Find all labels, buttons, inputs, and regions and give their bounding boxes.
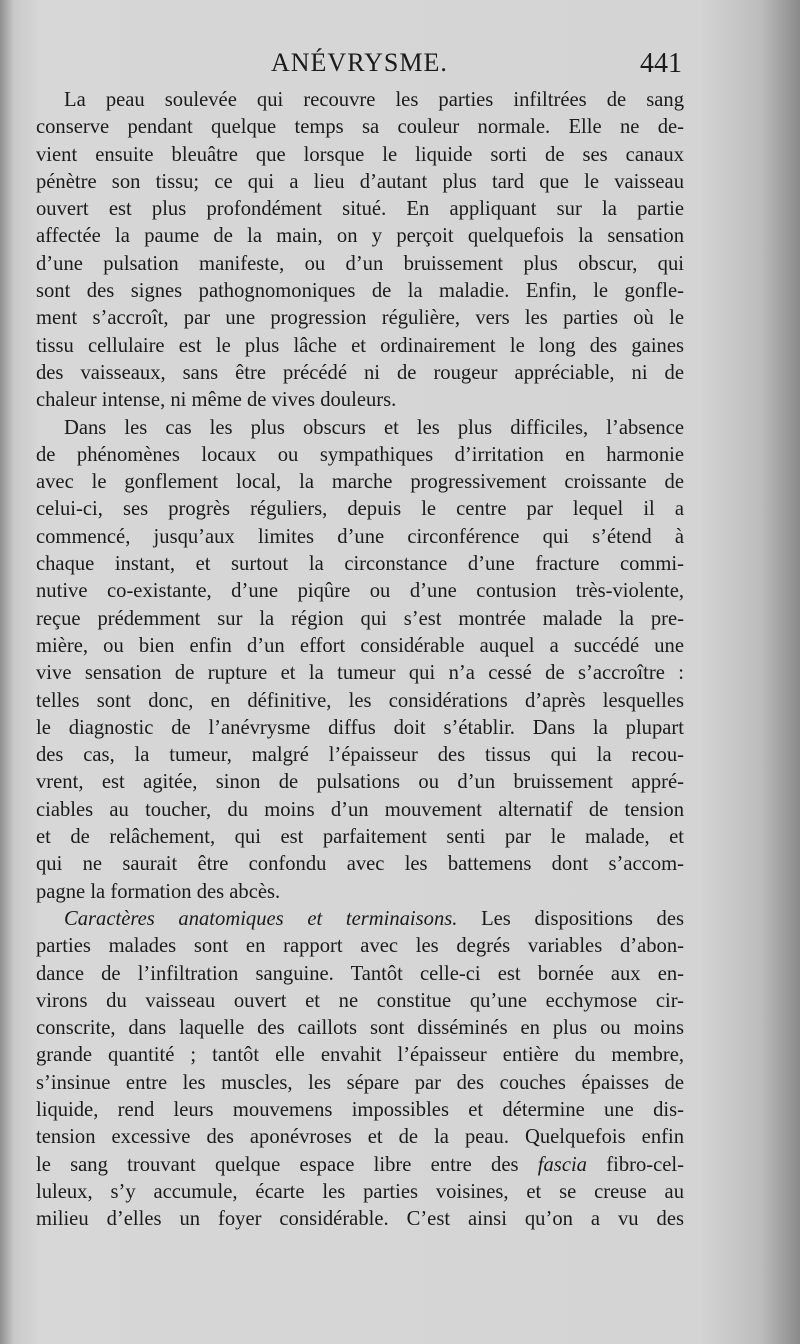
text-line: grande quantité ; tantôt elle envahit l’épaisseur entière du membre, <box>36 1044 684 1067</box>
text-line: d’une pulsation manifeste, ou d’un bruissement plus obscur, qui <box>36 252 684 275</box>
text-line: avec le gonflement local, la marche progressivement croissante de <box>36 471 684 494</box>
text-line: qui ne saurait être confondu avec les battemens dont s’accom- <box>36 853 684 876</box>
text-line: conscrite, dans laquelle des caillots sont disséminés en plus ou moins <box>36 1017 684 1040</box>
text-line: tissu cellulaire est le plus lâche et ordinairement le long des gaines <box>36 334 684 357</box>
text-line: vient ensuite bleuâtre que lorsque le liquide sorti de ses canaux <box>36 143 684 166</box>
text-line: conserve pendant quelque temps sa couleur normale. Elle ne de- <box>36 116 684 139</box>
paragraph-1 <box>36 87 684 415</box>
text-run: fibro-cel- <box>586 1153 684 1176</box>
text-line: nutive co-existante, d’une piqûre ou d’une contusion très-violente, <box>36 580 684 603</box>
text-line: virons du vaisseau ouvert et ne constitue qu’une ecchymose cir- <box>36 989 684 1012</box>
section-heading: Caractères anatomiques et terminaisons. <box>64 907 458 930</box>
text-line: ouvert est plus profondément situé. En appliquant sur la partie <box>36 198 684 221</box>
latin-term: fascia <box>537 1153 587 1176</box>
text-line: liquide, rend leurs mouvemens impossibles et détermine une dis- <box>36 1098 684 1121</box>
text-line: telles sont donc, en définitive, les considérations d’après lesquelles <box>36 689 684 712</box>
text-line: dance de l’infiltration sanguine. Tantôt celle-ci est bornée aux en- <box>36 962 684 985</box>
text-line: affectée la paume de la main, on y perçoit quelquefois la sensation <box>36 225 684 248</box>
text-line <box>36 1152 684 1179</box>
page-header <box>0 48 800 82</box>
text-line: des vaisseaux, sans être précédé ni de rougeur appréciable, ni de <box>36 361 684 384</box>
text-line: La peau soulevée qui recouvre les parties infiltrées de sang <box>64 89 684 111</box>
text-line: celui-ci, ses progrès réguliers, depuis le centre par lequel il a <box>36 498 684 521</box>
text-line: Dans les cas les plus obscurs et les plus difficiles, l’absence <box>64 416 684 439</box>
body-text <box>36 87 684 1233</box>
paragraph-2 <box>36 415 684 906</box>
text-line: vive sensation de rupture et la tumeur qui n’a cessé de s’accroître : <box>36 662 684 685</box>
text-line: s’insinue entre les muscles, les sépare par des couches épaisses de <box>36 1071 684 1094</box>
text-run: le sang trouvant quelque espace libre entre des <box>36 1153 538 1176</box>
text-line: et de relâchement, qui est parfaitement senti par le malade, et <box>36 826 684 849</box>
text-line: des cas, la tumeur, malgré l’épaisseur des tissus qui la recou- <box>36 744 684 767</box>
text-line: ciables au toucher, du moins d’un mouvement alternatif de tension <box>36 798 684 821</box>
text-run: Les dispositions des <box>457 907 684 930</box>
text-line: reçue prédemment sur la région qui s’est montrée malade la pre- <box>36 607 684 630</box>
text-line: le diagnostic de l’anévrysme diffus doit s’établir. Dans la plupart <box>36 716 684 739</box>
text-line: de phénomènes locaux ou sympathiques d’irritation en harmonie <box>36 443 684 466</box>
text-line: chaleur intense, ni même de vives douleurs. <box>36 389 397 412</box>
text-line: commencé, jusqu’aux limites d’une circonférence qui s’étend à <box>36 525 684 548</box>
text-line: pagne la formation des abcès. <box>36 880 281 903</box>
text-line <box>36 906 684 933</box>
text-line: luleux, s’y accumule, écarte les parties voisines, et se creuse au <box>36 1180 684 1203</box>
paragraph-3 <box>36 906 684 1234</box>
text-line: chaque instant, et surtout la circonstance d’une fracture commi- <box>36 553 684 576</box>
text-line: vrent, est agitée, sinon de pulsations ou d’un bruissement appré- <box>36 771 684 794</box>
running-title: ANÉVRYSME. <box>271 48 448 77</box>
text-line: sont des signes pathognomoniques de la maladie. Enfin, le gonfle- <box>36 280 684 303</box>
text-line: tension excessive des aponévroses et de la peau. Quelquefois enfin <box>36 1126 684 1149</box>
text-line: milieu d’elles un foyer considérable. C’est ainsi qu’on a vu des <box>36 1208 684 1231</box>
text-line: pénètre son tissu; ce qui a lieu d’autant plus tard que le vaisseau <box>36 170 684 193</box>
text-line: mière, ou bien enfin d’un effort considérable auquel a succédé une <box>36 634 684 657</box>
text-line: parties malades sont en rapport avec les degrés variables d’abon- <box>36 935 684 958</box>
page-number: 441 <box>640 48 682 79</box>
text-line: ment s’accroît, par une progression régulière, vers les parties où le <box>36 307 684 330</box>
